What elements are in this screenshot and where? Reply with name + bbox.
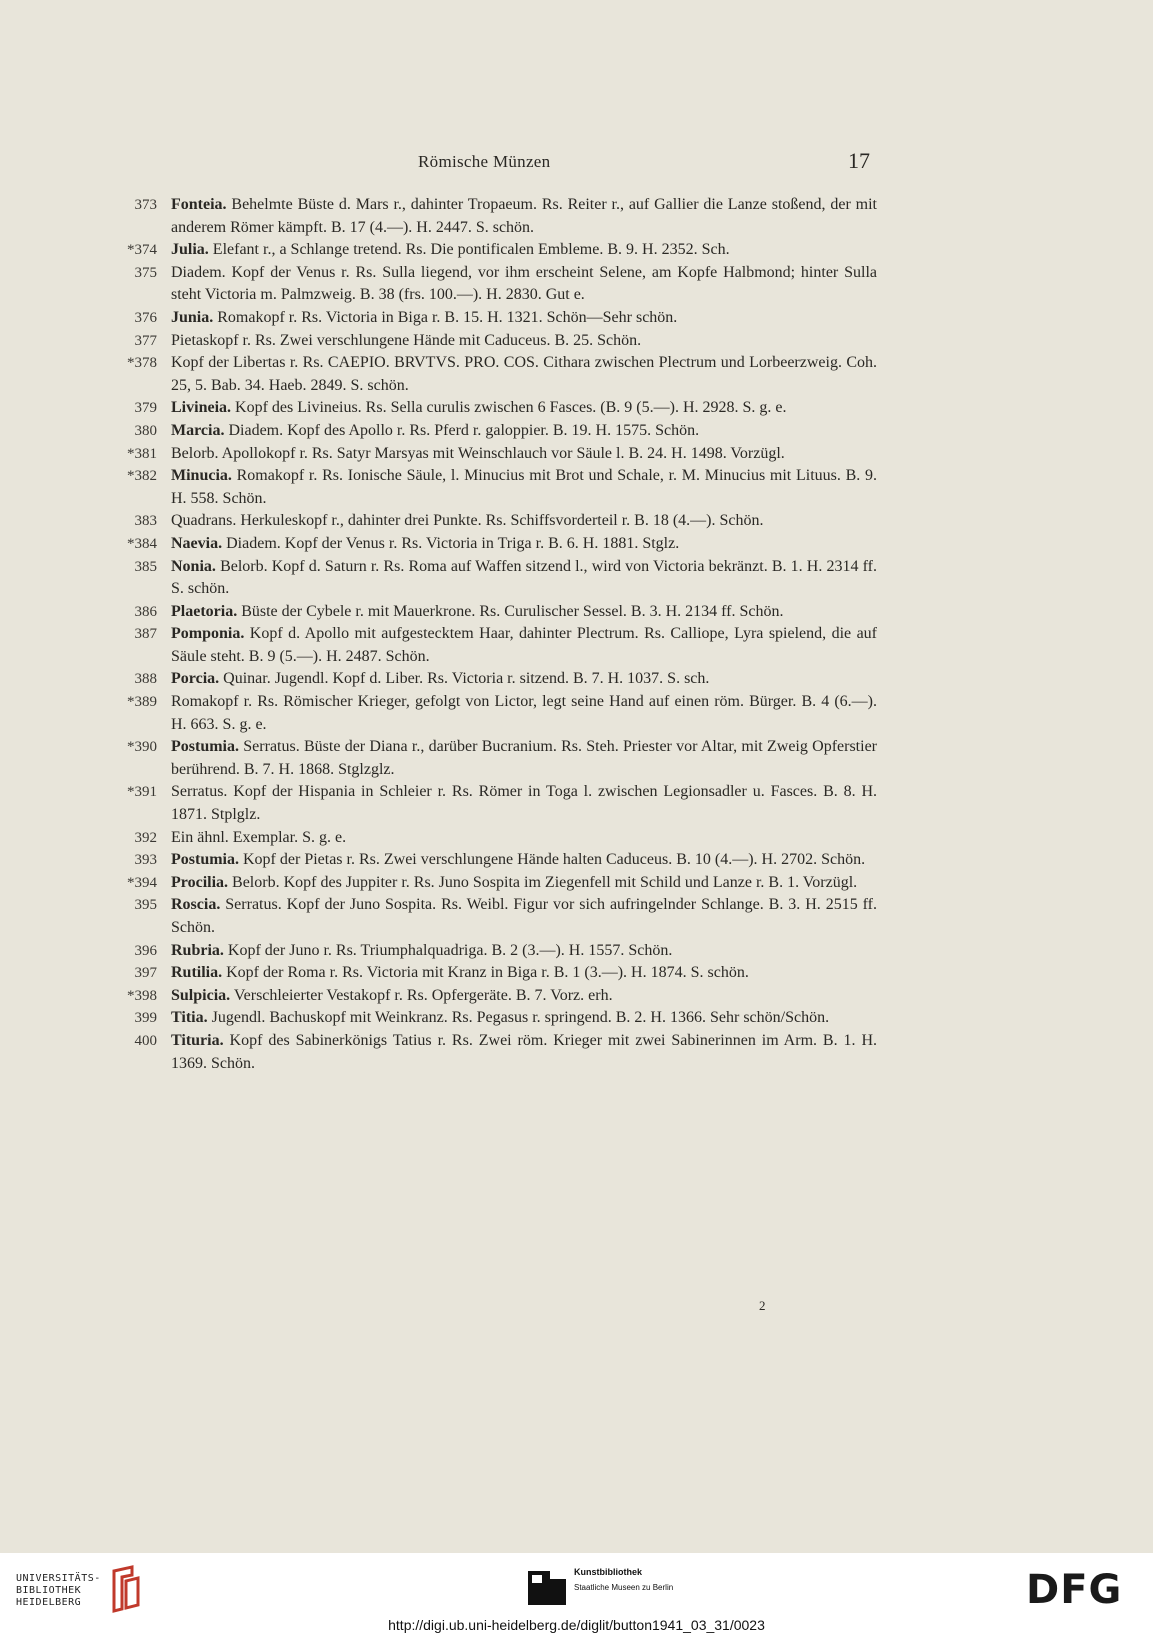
entry-description: Kopf des Sabinerkönigs Tatius r. Rs. Zwei röm. Krieger mit zwei Sabinerinnen im Arm. B. 1. H. 1369. Schön. (171, 1031, 877, 1072)
entry-family-name: Fonteia. (171, 196, 227, 213)
catalogue-entry (120, 849, 877, 872)
signature-mark: 2 (759, 1298, 766, 1313)
ub-line: UNIVERSITÄTS- (16, 1573, 101, 1584)
catalogue-entry (120, 736, 877, 781)
entry-family-name: Junia. (171, 308, 214, 326)
entry-family-name: Nonia. (171, 557, 216, 575)
entry-description: Pietaskopf r. Rs. Zwei verschlungene Hände mit Caduceus. B. 25. Schön. (171, 331, 642, 349)
entry-family-name: Minucia. (171, 467, 232, 485)
entry-description: Kopf des Livineius. Rs. Sella curulis zwischen 6 Fasces. (B. 9 (5.—). H. 2928. S. g. e. (235, 399, 787, 417)
entry-description: Quinar. Jugendl. Kopf d. Liber. Rs. Victoria r. sitzend. B. 7. H. 1037. S. sch. (223, 670, 710, 688)
catalogue-entry (120, 691, 877, 736)
entry-text (171, 827, 877, 850)
entry-text (171, 352, 877, 397)
entry-family-name: Livineia. (171, 399, 232, 417)
ub-emblem-icon (104, 1565, 144, 1615)
entry-number: *394 (127, 874, 157, 891)
kunstbibliothek-emblem-icon (528, 1571, 566, 1605)
entry-text (171, 1030, 877, 1075)
entry-text (171, 239, 877, 262)
entry-description: Kopf der Libertas r. Rs. CAEPIO. BRVTVS. PRO. COS. Cithara zwischen Plectrum und Lorbeerzweig. Coh. 25, 5. Bab. 34. Haeb. 2849. S. schön. (171, 354, 877, 394)
catalogue-entry (120, 985, 877, 1008)
entry-description: Romakopf r. Rs. Ionische Säule, l. Minucius mit Brot und Schale, r. M. Minucius mit Lituus. B. 9. H. 558. Schön. (171, 467, 877, 507)
entry-description: Belorb. Kopf d. Saturn r. Rs. Roma auf Waffen sitzend l., wird von Victoria bekränzt. B. 1. H. 2314 ff. S. schön. (171, 557, 878, 598)
entry-text (171, 601, 877, 624)
entry-family-name: Marcia. (171, 421, 225, 439)
entry-description: Kopf der Roma r. Rs. Victoria mit Kranz in Biga r. B. 1 (3.—). H. 1874. S. schön. (226, 964, 749, 982)
entry-text (171, 985, 877, 1008)
ub-heidelberg-logo[interactable] (16, 1565, 146, 1617)
entry-text (171, 849, 877, 872)
entry-description: Serratus. Kopf der Hispania in Schleier r. Rs. Römer in Toga l. zwischen Legionsadler u. Fasces. B. 8. H. 1871. Stplglz. (171, 783, 877, 824)
ub-line: HEIDELBERG (16, 1597, 82, 1608)
entry-text (171, 556, 877, 601)
entry-family-name: Titia. (171, 1009, 208, 1027)
entry-family-name: Procilia. (171, 873, 229, 891)
entry-description: Serratus. Kopf der Juno Sospita. Rs. Weibl. Figur vor sich aufringelnder Schlange. B. 3. H. 2515 ff. Schön. (171, 896, 878, 936)
entry-text (171, 420, 877, 443)
catalogue-entry (120, 352, 877, 397)
entry-number: 397 (134, 965, 157, 982)
entry-number: *381 (127, 445, 157, 462)
entry-text (171, 533, 877, 556)
entry-number: 373 (134, 197, 157, 213)
entry-description: Ein ähnl. Exemplar. S. g. e. (171, 828, 347, 846)
catalogue-entry (120, 443, 877, 466)
entry-family-name: Roscia. (171, 896, 221, 914)
entry-description: Behelmte Büste d. Mars r., dahinter Tropaeum. Rs. Reiter r., auf Gallier die Lanze stoßend, der mit anderem Römer kämpft. B. 17 (4.—). H. 2447. S. schön. (171, 196, 878, 236)
entry-number: *390 (127, 739, 157, 756)
catalogue-entry (120, 894, 877, 939)
catalogue-entry (120, 556, 877, 601)
entry-family-name: Rutilia. (171, 964, 223, 982)
catalogue-entry (120, 940, 877, 963)
entry-number: 388 (134, 671, 157, 688)
entry-description: Verschleierter Vestakopf r. Rs. Opfergeräte. B. 7. Vorz. erh. (233, 986, 613, 1004)
entry-number: *382 (127, 468, 157, 485)
entry-description: Quadrans. Herkuleskopf r., dahinter drei Punkte. Rs. Schiffsvorderteil r. B. 18 (4.—). Schön. (171, 512, 764, 530)
entry-description: Romakopf r. Rs. Victoria in Biga r. B. 15. H. 1321. Schön—Sehr schön. (217, 308, 678, 326)
entry-text (171, 465, 877, 510)
entry-text (171, 894, 877, 939)
entry-family-name: Postumia. (171, 851, 239, 869)
catalogue-entry (120, 668, 877, 691)
permalink-url[interactable]: http://digi.ub.uni-heidelberg.de/diglit/button1941_03_31/0023 (388, 1617, 765, 1633)
entry-text (171, 781, 877, 826)
catalogue-entry (120, 827, 877, 850)
entry-text (171, 510, 877, 533)
entry-number: *384 (127, 535, 157, 552)
entry-family-name: Naevia. (171, 534, 223, 552)
entry-family-name: Postumia. (171, 738, 239, 756)
entry-number: *378 (127, 355, 157, 372)
kb-subtitle: Staatliche Museen zu Berlin (574, 1583, 674, 1592)
entry-description: Kopf der Juno r. Rs. Triumphalquadriga. B. 2 (3.—). H. 1557. Schön. (227, 941, 673, 959)
entry-text (171, 194, 877, 239)
catalogue-entry (120, 239, 877, 262)
entry-number: 393 (134, 852, 157, 869)
entry-number: *398 (127, 987, 157, 1004)
entry-text (171, 872, 877, 895)
catalogue-entry (120, 533, 877, 556)
catalogue-entry (120, 510, 877, 533)
catalogue-entry (120, 465, 877, 510)
entry-number: 396 (134, 942, 157, 959)
catalogue-entry (120, 307, 877, 330)
entry-description: Serratus. Büste der Diana r., darüber Bucranium. Rs. Steh. Priester vor Altar, mit Zweig Opferstier berührend. B. 7. H. 1868. Stglzglz. (171, 738, 878, 778)
entry-description: Belorb. Kopf des Juppiter r. Rs. Juno Sospita im Ziegenfell mit Schild und Lanze r. B. 1. Vorzügl. (232, 873, 858, 891)
catalogue-entry (120, 962, 877, 985)
entry-text (171, 307, 877, 330)
entry-number: *389 (127, 694, 157, 711)
entry-text (171, 1007, 877, 1030)
entry-number: 400 (134, 1032, 157, 1049)
entry-number: 395 (134, 897, 157, 914)
entry-number: 383 (134, 513, 157, 530)
entry-description: Romakopf r. Rs. Römischer Krieger, gefolgt von Lictor, legt seine Hand auf einen röm. Bürger. B. 4 (6.—). H. 663. S. g. e. (171, 693, 877, 733)
entry-description: Diadem. Kopf des Apollo r. Rs. Pferd r. galoppier. B. 19. H. 1575. Schön. (228, 421, 700, 439)
catalogue-entry (120, 397, 877, 420)
entry-number: 377 (134, 332, 157, 349)
entry-family-name: Porcia. (171, 670, 220, 688)
catalogue-entry (120, 1030, 877, 1075)
kunstbibliothek-logo[interactable] (528, 1565, 728, 1605)
dfg-logo[interactable]: DFG (1026, 1567, 1123, 1613)
entry-text (171, 330, 877, 353)
entry-number: *374 (127, 242, 157, 259)
catalogue-entry (120, 262, 877, 307)
ub-line: BIBLIOTHEK (16, 1585, 82, 1596)
entry-number: 379 (134, 400, 157, 417)
entry-number: 392 (134, 829, 157, 846)
entry-description: Diadem. Kopf der Venus r. Rs. Sulla liegend, vor ihm erscheint Selene, am Kopfe Halbmond; hinter Sulla steht Victoria m. Palmzweig. B. 38 (frs. 100.—). H. 2830. Gut e. (171, 263, 877, 304)
entry-description: Büste der Cybele r. mit Mauerkrone. Rs. Curulischer Sessel. B. 3. H. 2134 ff. Schön. (241, 602, 784, 620)
entry-number: 375 (134, 264, 157, 281)
entry-text (171, 262, 877, 307)
entry-description: Kopf der Pietas r. Rs. Zwei verschlungene Hände halten Caduceus. B. 10 (4.—). H. 2702. Schön. (243, 851, 866, 869)
catalogue-entries (120, 194, 877, 1075)
entry-description: Diadem. Kopf der Venus r. Rs. Victoria in Triga r. B. 6. H. 1881. Stglz. (226, 534, 680, 552)
entry-description: Elefant r., a Schlange tretend. Rs. Die pontificalen Embleme. B. 9. H. 2352. Sch. (212, 241, 730, 259)
entry-number: *391 (127, 784, 157, 801)
catalogue-entry (120, 623, 877, 668)
entry-family-name: Julia. (171, 241, 209, 259)
page-number: 17 (848, 148, 870, 173)
entry-text (171, 691, 877, 736)
catalogue-entry (120, 330, 877, 353)
entry-text (171, 623, 877, 668)
entry-number: 380 (134, 422, 157, 439)
entry-text (171, 668, 877, 691)
entry-description: Kopf d. Apollo mit aufgestecktem Haar, dahinter Plectrum. Rs. Calliope, Lyra spielend, die auf Säule steht. B. 9 (5.—). H. 2487. Schön. (171, 625, 877, 665)
entry-description: Belorb. Apollokopf r. Rs. Satyr Marsyas mit Weinschlauch vor Säule l. B. 24. H. 1498. Vorzügl. (171, 444, 785, 462)
catalogue-entry (120, 601, 877, 624)
entry-text (171, 736, 877, 781)
kb-title: Kunstbibliothek (574, 1567, 642, 1577)
ub-logo-text (16, 1573, 101, 1609)
entry-family-name: Sulpicia. (171, 986, 231, 1004)
entry-family-name: Tituria. (171, 1031, 224, 1049)
catalogue-entry (120, 420, 877, 443)
entry-number: 385 (134, 558, 157, 575)
catalogue-entry (120, 872, 877, 895)
entry-number: 387 (134, 626, 157, 643)
entry-family-name: Rubria. (171, 941, 224, 959)
entry-text (171, 962, 877, 985)
entry-description: Jugendl. Bachuskopf mit Weinkranz. Rs. Pegasus r. springend. B. 2. H. 1366. Sehr schön/Schön. (211, 1009, 830, 1027)
entry-text (171, 940, 877, 963)
catalogue-entry (120, 194, 877, 239)
entry-number: 386 (134, 603, 157, 620)
entry-number: 376 (134, 309, 157, 326)
entry-text (171, 443, 877, 466)
entry-number: 399 (134, 1010, 157, 1027)
entry-family-name: Plaetoria. (171, 602, 238, 620)
catalogue-entry (120, 781, 877, 826)
entry-family-name: Pomponia. (171, 625, 245, 643)
catalogue-entry (120, 1007, 877, 1030)
footer-bar (0, 1553, 1153, 1635)
entry-text (171, 397, 877, 420)
running-title: Römische Münzen (418, 152, 551, 171)
